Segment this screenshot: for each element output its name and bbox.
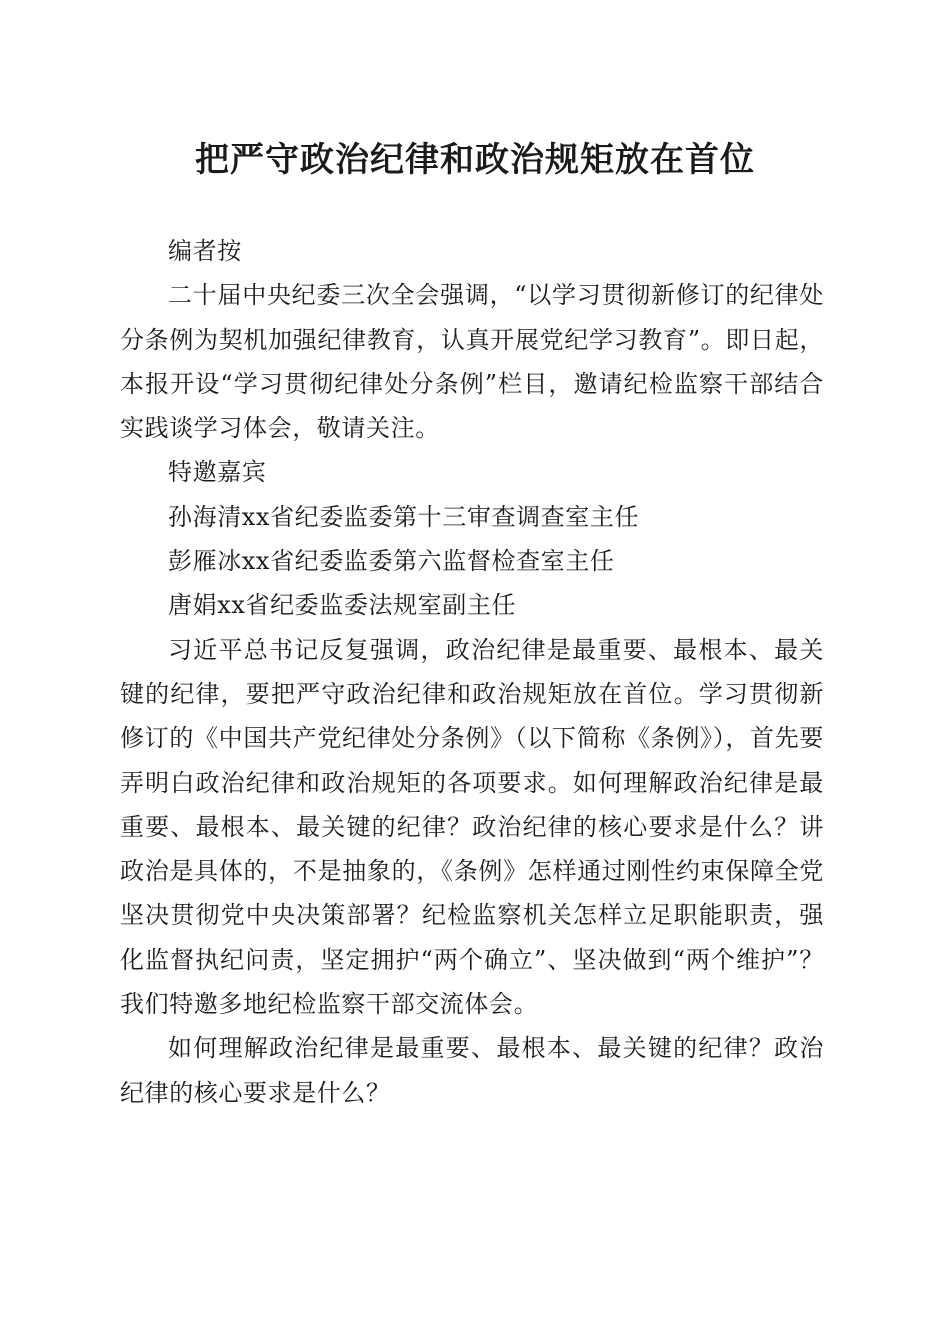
intro-paragraph: 习近平总书记反复强调，政治纪律是最重要、最根本、最关键的纪律，要把严守政治纪律和政治规矩放在首位。学习贯彻新修订的《中国共产党纪律处分条例》（以下简称《条例》），首先要弄明白政治纪律和政治规矩的各项要求。如何理解政治纪律是最重要、最根本、最关键的纪律？政治纪律的核心要求是什么？讲政治是具体的，不是抽象的，《条例》怎样通过刚性约束保障全党坚决贯彻党中央决策部署？纪检监察机关怎样立足职能职责，强化监督执纪问责，坚定拥护“两个确立”、坚决做到“两个维护”？我们特邀多地纪检监察干部交流体会。 — [120, 635, 824, 1019]
guest-item: 唐娟xx省纪委监委法规室副主任 — [168, 591, 517, 620]
guests-heading: 特邀嘉宾 — [168, 458, 267, 487]
guest-item: 孙海清xx省纪委监委第十三审查调查室主任 — [168, 502, 640, 531]
document-body — [120, 229, 824, 1115]
guest-item: 彭雁冰xx省纪委监委第六监督检查室主任 — [168, 547, 615, 576]
document-title: 把严守政治纪律和政治规矩放在首位 — [195, 140, 755, 180]
editor-note-heading: 编者按 — [168, 237, 242, 265]
editor-note-paragraph: 二十届中央纪委三次全会强调，“以学习贯彻新修订的纪律处分条例为契机加强纪律教育，认真开展党纪学习教育”。即日起，本报开设“学习贯彻纪律处分条例”栏目，邀请纪检监察干部结合实践谈学习体会，敬请关注。 — [120, 281, 824, 443]
question-paragraph: 如何理解政治纪律是最重要、最根本、最关键的纪律？政治纪律的核心要求是什么？ — [120, 1034, 824, 1107]
